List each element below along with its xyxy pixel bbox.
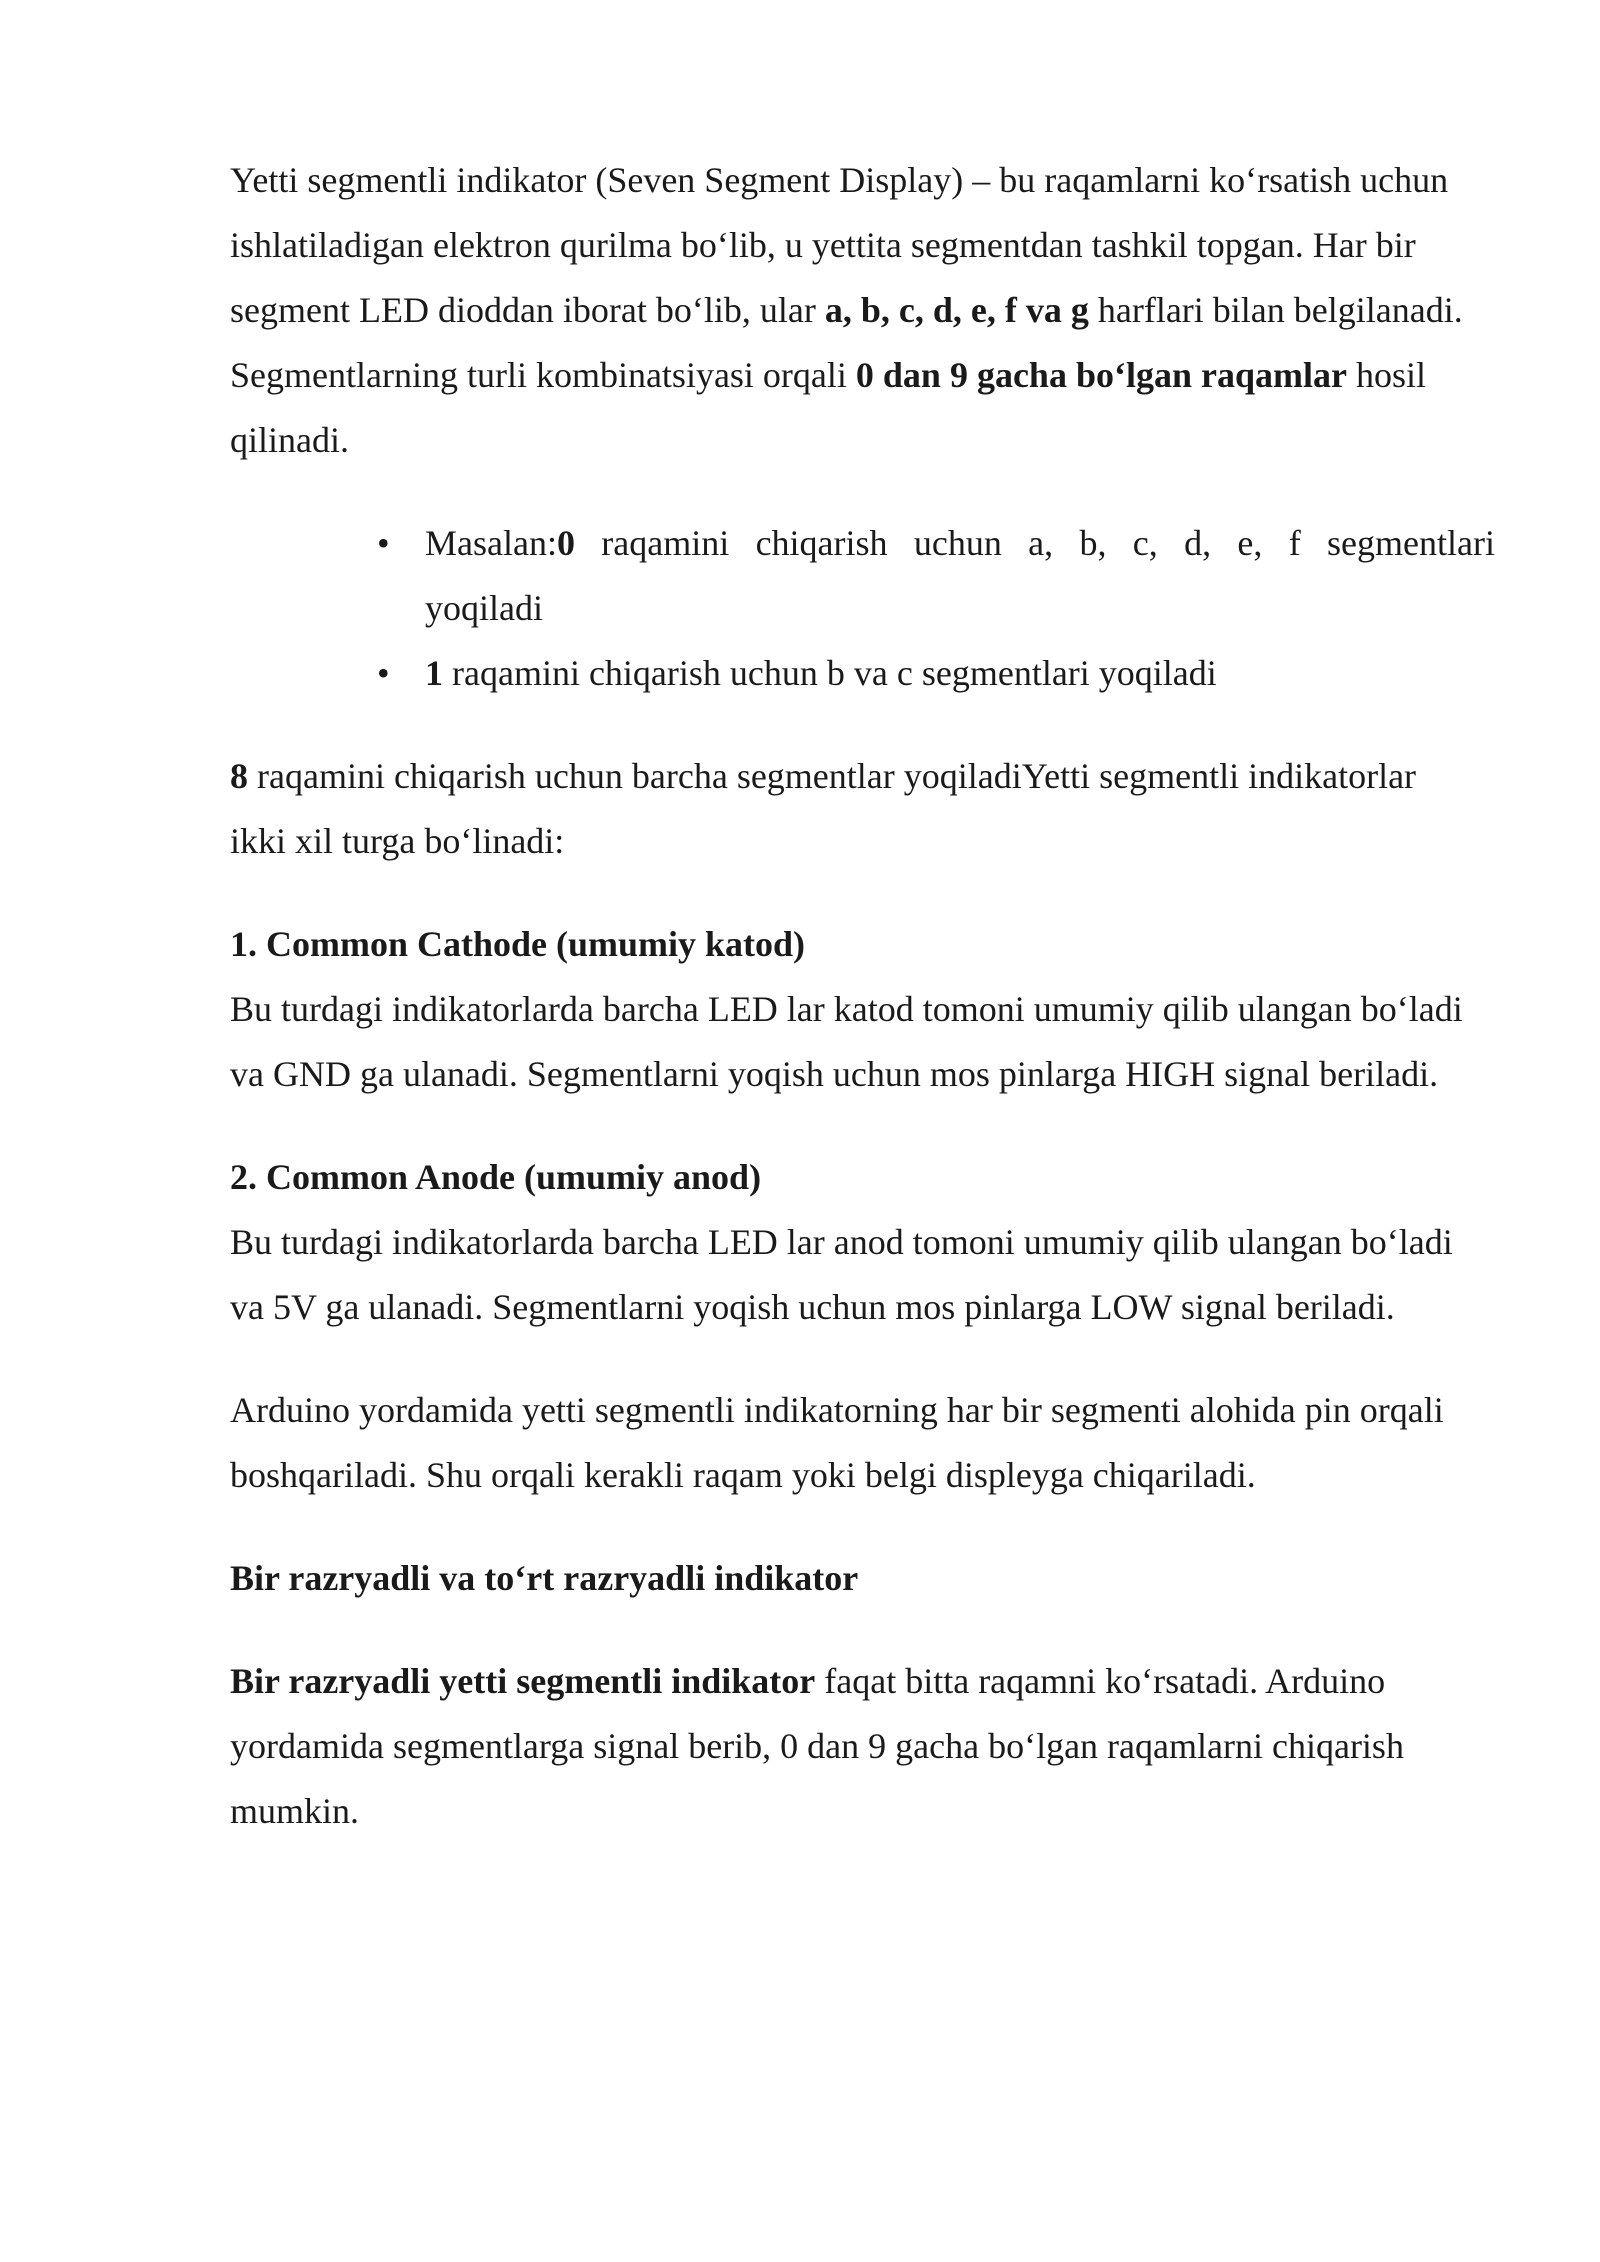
digits-heading: Bir razryadli va to‘rt razryadli indikator: [230, 1558, 859, 1598]
segment-letters: a, b, c, d, e, f va g: [824, 290, 1089, 330]
document-page: [230, 148, 1495, 1844]
digit-8: 8: [230, 756, 248, 796]
example-1-line-1: [425, 511, 1495, 576]
intro-text-3: hosil qilinadi.: [230, 355, 1426, 460]
digits-paragraph: [230, 1649, 1485, 1844]
digit-range: 0 dan 9 gacha bo‘lgan raqamlar: [855, 355, 1347, 395]
example-prefix: Masalan:: [425, 523, 557, 563]
list-item: [377, 641, 1495, 706]
example-1-text: raqamini chiqarish uchun a, b, c, d, e, f segmentlari: [574, 523, 1495, 563]
examples-list: [230, 511, 1495, 706]
cathode-body: Bu turdagi indikatorlarda barcha LED lar katod tomoni umumiy qilib ulangan bo‘ladi va GND ga ulanadi. Segmentlarni yoqish uchun mos pinlarga HIGH signal beriladi.: [230, 989, 1463, 1094]
intro-paragraph: [230, 148, 1490, 473]
list-item: [377, 511, 1495, 641]
digits-text: faqat bitta raqamni ko‘rsatadi. Arduino yordamida segmentlarga signal berib, 0 dan 9 gacha bo‘lgan raqamlarni chiqarish mumkin.: [230, 1661, 1404, 1831]
eight-paragraph: [230, 744, 1470, 874]
example-digit-1: 1: [425, 653, 443, 693]
example-digit-0: 0: [556, 523, 575, 563]
bullet-icon: •: [377, 653, 390, 693]
single-digit-term: Bir razryadli yetti segmentli indikator: [230, 1661, 816, 1701]
intro-text-2: harflari bilan belgilanadi. Segmentlarning turli kombinatsiyasi orqali: [230, 290, 1463, 395]
anode-body: Bu turdagi indikatorlarda barcha LED lar anod tomoni umumiy qilib ulangan bo‘ladi va 5V ga ulanadi. Segmentlarni yoqish uchun mos pinlarga LOW signal beriladi.: [230, 1222, 1453, 1327]
cathode-heading: 1. Common Cathode (umumiy katod): [230, 924, 806, 964]
anode-heading: 2. Common Anode (umumiy anod): [230, 1157, 762, 1197]
arduino-paragraph: Arduino yordamida yetti segmentli indikatorning har bir segmenti alohida pin orqali boshqariladi. Shu orqali kerakli raqam yoki belgi displeyga chiqariladi.: [230, 1390, 1444, 1495]
bullet-icon: •: [377, 523, 390, 563]
example-1-line-2: yoqiladi: [425, 588, 543, 628]
intro-text-1: Yetti segmentli indikator (Seven Segment Display) – bu raqamlarni ko‘rsatish uchun ishlatiladigan elektron qurilma bo‘lib, u yettita segmentdan tashkil topgan. Har bir segment LED dioddan iborat bo‘lib, ular: [230, 160, 1449, 330]
eight-text: raqamini chiqarish uchun barcha segmentlar yoqiladiYetti segmentli indikatorlar ikki xil turga bo‘linadi:: [230, 756, 1417, 861]
example-2-text: raqamini chiqarish uchun b va c segmentlari yoqiladi: [443, 653, 1217, 693]
